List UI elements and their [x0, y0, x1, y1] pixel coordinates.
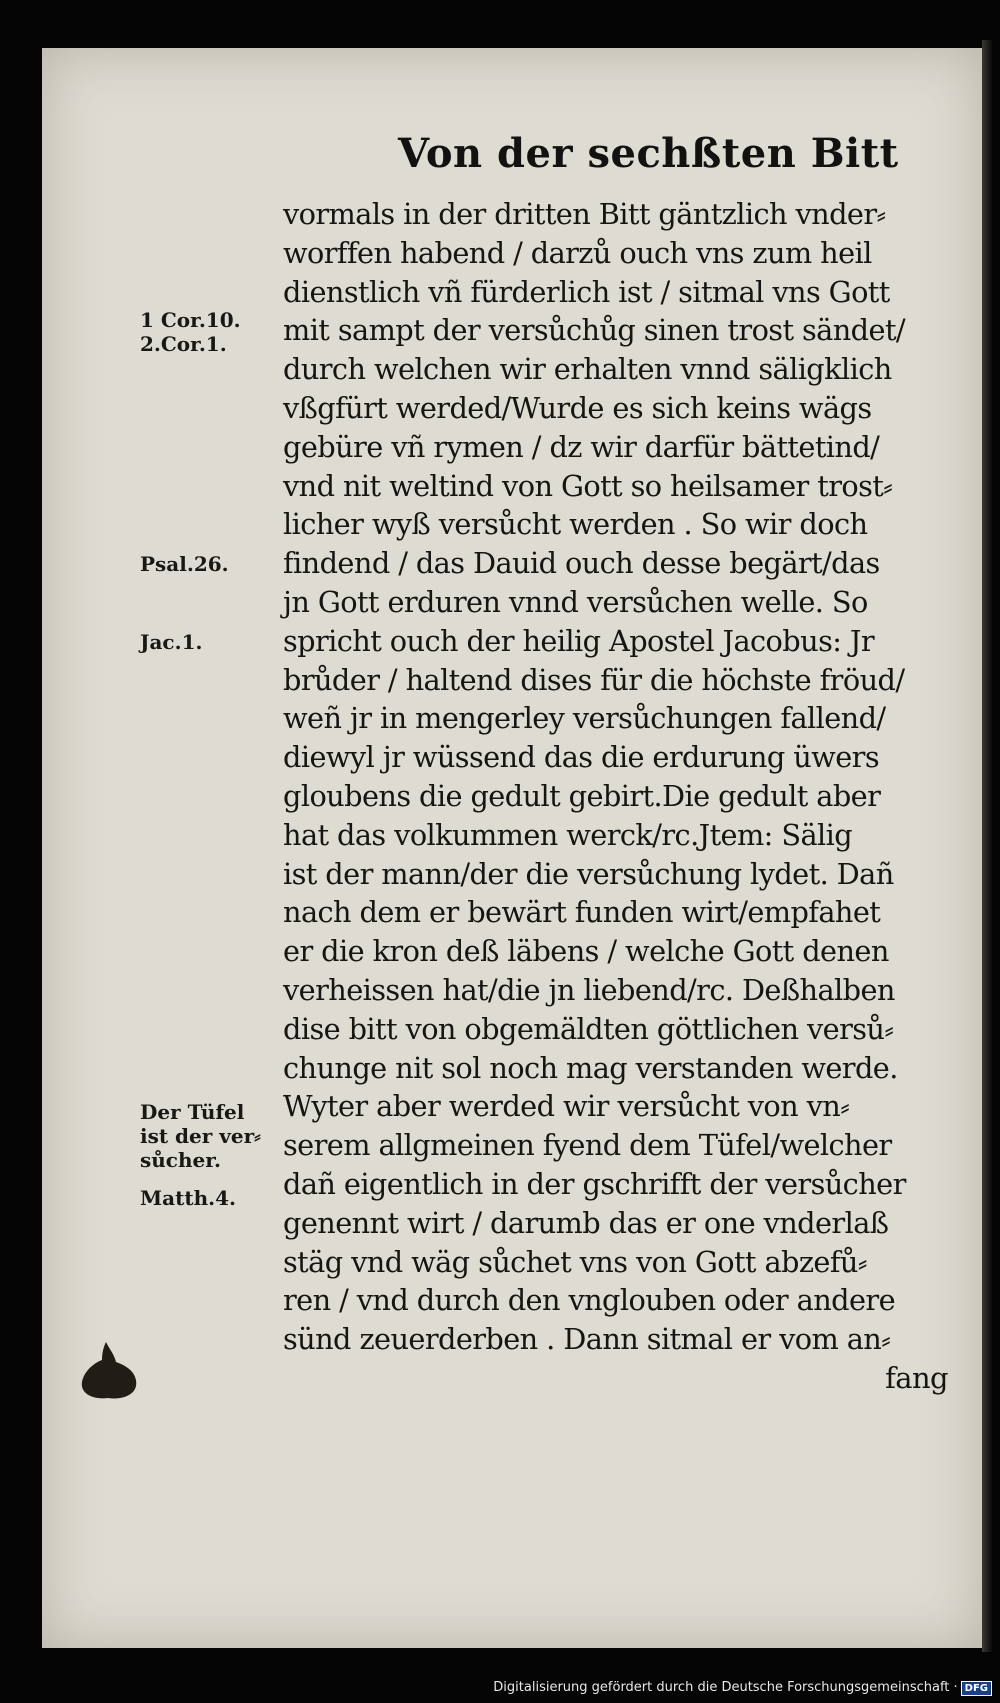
text-line: gebüre vñ rymen / dz wir darfür bättetind/ — [283, 429, 880, 464]
text-line: genennt wirt / darumb das er one vnderlaß — [283, 1205, 889, 1240]
text-line: vßgfürt werded/Wurde es sich keins wägs — [283, 390, 872, 425]
text-line: ist der mann/der die versůchung lydet. Dañ — [283, 856, 894, 891]
text-line: brůder / haltend dises für die höchste fröud/ — [283, 662, 905, 697]
margin-note-line: sůcher. — [140, 1148, 221, 1172]
margin-note-corinthians — [140, 308, 241, 356]
margin-note-james: Jac.1. — [140, 630, 203, 654]
text-line: worffen habend / darzů ouch vns zum heil — [283, 235, 872, 270]
margin-note-matthew: Matth.4. — [140, 1186, 236, 1210]
text-line: nach dem er bewärt funden wirt/empfahet — [283, 895, 881, 930]
margin-note-line: 1 Cor.10. — [140, 308, 241, 332]
text-line: sünd zeuerderben . Dann sitmal er vom an⸗ — [283, 1322, 891, 1357]
text-line: chunge nit sol noch mag verstanden werde. — [283, 1050, 898, 1085]
text-line: spricht ouch der heilig Apostel Jacobus: Jr — [283, 623, 875, 658]
text-line: hat das volkummen werck/rc.Jtem: Sälig — [283, 817, 853, 852]
ink-blot — [76, 1340, 142, 1402]
text-line: mit sampt der versůchůg sinen trost sändet/ — [283, 313, 906, 348]
running-head: Von der sechßten Bitt — [398, 130, 899, 177]
text-line: diewyl jr wüssend das die erdurung üwers — [283, 740, 880, 775]
text-line: vnd nit weltind von Gott so heilsamer trost⸗ — [283, 468, 893, 503]
text-line: vormals in der dritten Bitt gäntzlich vnder⸗ — [283, 197, 886, 231]
text-line: verheissen hat/die jn liebend/rc. Deßhalben — [283, 972, 895, 1007]
margin-note-line: 2.Cor.1. — [140, 332, 227, 356]
text-line: durch welchen wir erhalten vnnd säligklich — [283, 352, 892, 387]
margin-note-tufel — [140, 1100, 261, 1172]
text-line: licher wyß versůcht werden . So wir doch — [283, 507, 868, 542]
dfg-logo: DFG — [961, 1681, 992, 1696]
margin-note-line: Der Tüfel — [140, 1100, 245, 1124]
credit-text: Digitalisierung gefördert durch die Deutsche Forschungsgemeinschaft · — [493, 1680, 958, 1695]
body-text — [283, 195, 948, 1398]
text-line: dañ eigentlich in der gschrifft der versůcher — [283, 1166, 906, 1201]
text-line: findend / das Dauid ouch desse begärt/das — [283, 546, 880, 581]
text-line: serem allgmeinen fyend dem Tüfel/welcher — [283, 1128, 892, 1163]
text-line: er die kron deß läbens / welche Gott denen — [283, 934, 889, 969]
margin-note-line: ist der ver⸗ — [140, 1124, 261, 1148]
text-line: jn Gott erduren vnnd versůchen welle. So — [283, 584, 868, 619]
text-line: weñ jr in mengerley versůchungen fallend/ — [283, 701, 886, 736]
margin-note-psalm: Psal.26. — [140, 552, 229, 576]
text-line: dienstlich vñ fürderlich ist / sitmal vns Gott — [283, 274, 890, 309]
catchword: fang — [885, 1360, 948, 1395]
text-line: dise bitt von obgemäldten göttlichen versů⸗ — [283, 1011, 894, 1046]
text-line: gloubens die gedult gebirt.Die gedult aber — [283, 778, 881, 813]
text-line: ren / vnd durch den vnglouben oder andere — [283, 1283, 896, 1318]
text-line: stäg vnd wäg sůchet vns von Gott abzefů⸗ — [283, 1244, 867, 1279]
page-edge — [982, 40, 992, 1652]
text-line: Wyter aber werded wir versůcht von vn⸗ — [283, 1089, 850, 1124]
digitization-credit — [493, 1680, 992, 1696]
